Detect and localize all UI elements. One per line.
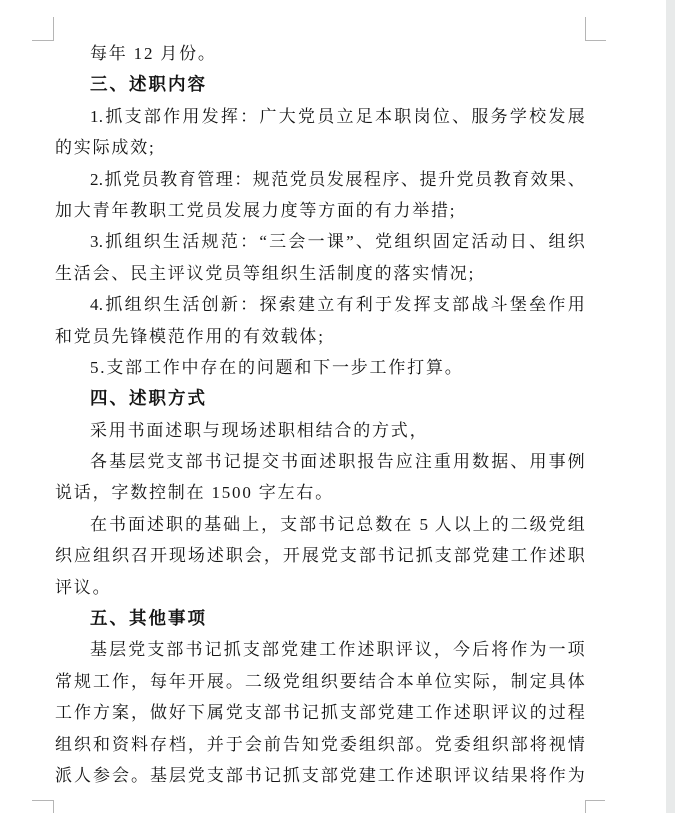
text-line: 3.抓组织生活规范：“三会一课”、党组织固定活动日、组织 (90, 232, 585, 252)
text-line: 每年 12 月份。 (90, 44, 217, 63)
margin-crop-mark-top-right (585, 17, 606, 41)
text-line: 基层党支部书记抓支部党建工作述职评议，今后将作为一项 (90, 640, 585, 660)
text-line: 组织和资料存档，并于会前告知党委组织部。党委组织部将视情 (55, 734, 585, 754)
text-line: 各基层党支部书记提交书面述职报告应注重用数据、用事例 (90, 452, 585, 472)
text-line: 派人参会。基层党支部书记抓支部党建工作述职评议结果将作为 (55, 765, 585, 785)
margin-crop-mark-bottom-right (585, 800, 605, 813)
text-line: 生活会、民主评议党员等组织生活制度的落实情况; (55, 263, 476, 283)
section-heading: 四、述职方式 (90, 388, 207, 409)
document-text-area (55, 38, 585, 791)
text-line: 织应组织召开现场述职会，开展党支部书记抓支部党建工作述职 (55, 546, 585, 566)
section-heading: 五、其他事项 (90, 608, 207, 629)
text-line: 评议。 (55, 577, 112, 597)
scrollbar-track[interactable] (666, 0, 675, 813)
margin-crop-mark-bottom-left (32, 800, 54, 813)
text-line: 2.抓党员教育管理：规范党员发展程序、提升党员教育效果、 (90, 169, 585, 189)
text-line: 说话，字数控制在 1500 字左右。 (55, 483, 334, 503)
text-line: 5.支部工作中存在的问题和下一步工作打算。 (90, 357, 464, 377)
text-line: 采用书面述职与现场述职相结合的方式， (90, 420, 429, 440)
text-line: 的实际成效; (55, 138, 156, 158)
text-line: 1.抓支部作用发挥：广大党员立足本职岗位、服务学校发展 (90, 106, 585, 126)
text-line: 工作方案，做好下属党支部书记抓支部党建工作述职评议的过程 (55, 703, 585, 723)
text-line: 4.抓组织生活创新：探索建立有利于发挥支部战斗堡垒作用 (90, 295, 585, 315)
section-heading: 三、述职内容 (90, 74, 207, 95)
text-line: 在书面述职的基础上，支部书记总数在 5 人以上的二级党组 (90, 514, 585, 534)
text-line: 和党员先锋模范作用的有效载体; (55, 326, 325, 346)
text-line: 加大青年教职工党员发展力度等方面的有力举措; (55, 200, 457, 220)
margin-crop-mark-top-left (32, 17, 54, 41)
text-line: 常规工作，每年开展。二级党组织要结合本单位实际，制定具体 (55, 671, 585, 691)
